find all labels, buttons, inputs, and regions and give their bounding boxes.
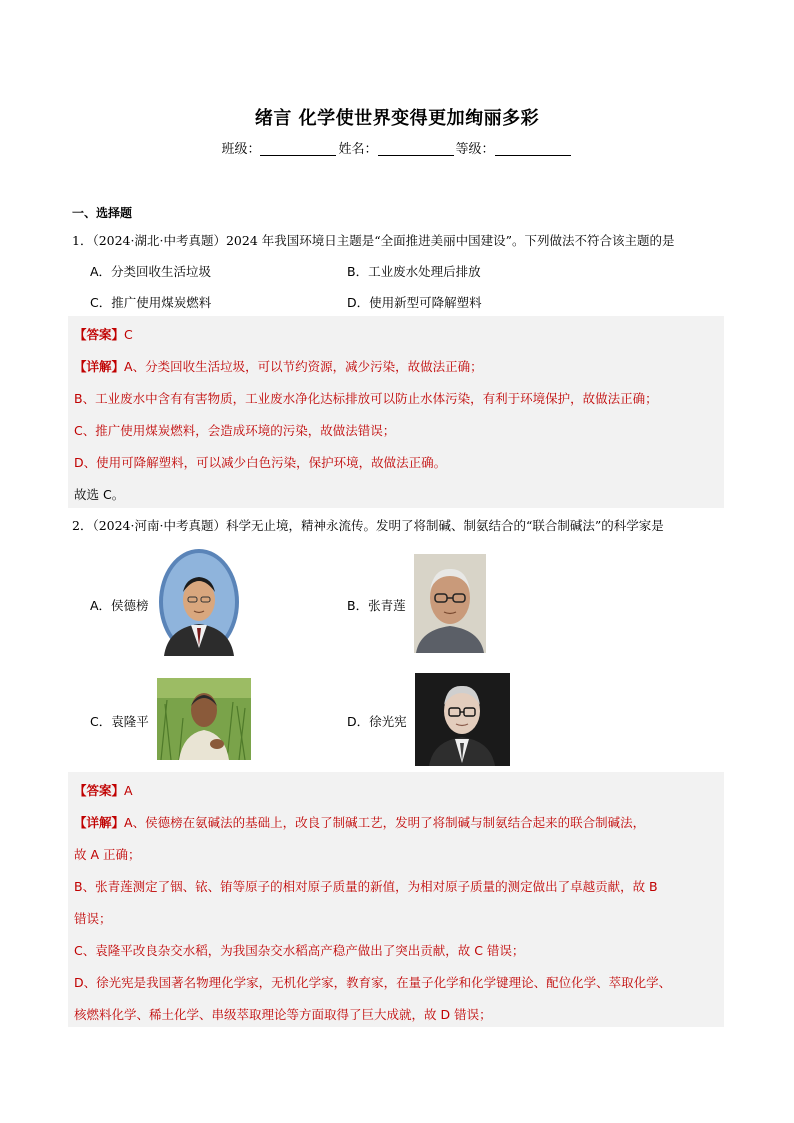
q1-detail-line-1 bbox=[74, 357, 483, 375]
q2-detail-line-7: 核燃料化学、稀土化学、串级萃取理论等方面取得了巨大成就，故 D 错误； bbox=[74, 1007, 492, 1022]
q2-option-b: B．张青莲 bbox=[347, 598, 406, 613]
class-blank[interactable] bbox=[260, 141, 336, 156]
q1-answer-box bbox=[68, 316, 724, 508]
q1-answer-value: C bbox=[124, 327, 133, 342]
q2-detail-line-1 bbox=[74, 813, 645, 831]
q2-detail-text-1: A、侯德榜在氨碱法的基础上，改良了制碱工艺，发明了将制碱与制氨结合起来的联合制碱法， bbox=[124, 815, 646, 830]
q1-conclusion: 故选 C。 bbox=[74, 487, 125, 502]
q2-detail-line-6: D、徐光宪是我国著名物理化学家，无机化学家，教育家，在量子化学和化学键理论、配位化学、萃取化学、 bbox=[74, 975, 672, 990]
q2-detail-line-4: 错误； bbox=[74, 911, 112, 926]
name-label: 姓名： bbox=[338, 142, 378, 157]
q2-option-d: D．徐光宪 bbox=[347, 714, 407, 729]
q2-answer-line bbox=[74, 781, 133, 799]
q2-detail-line-5: C、袁隆平改良杂交水稻，为我国杂交水稻高产稳产做出了突出贡献，故 C 错误； bbox=[74, 943, 525, 958]
q2-option-c: C．袁隆平 bbox=[90, 714, 149, 729]
q2-option-a: A．侯德榜 bbox=[90, 598, 149, 613]
question-2-stem: 2．（2024·河南·中考真题）科学无止境，精神永流传。发明了将制碱、制氨结合的“联合制碱法”的科学家是 bbox=[72, 518, 664, 533]
class-label: 班级： bbox=[221, 142, 261, 157]
portrait-image-b bbox=[414, 554, 486, 653]
portrait-image-c bbox=[157, 678, 251, 760]
q2-answer-box bbox=[68, 772, 724, 1027]
q1-detail-line-2: B、工业废水中含有有害物质，工业废水净化达标排放可以防止水体污染，有利于环境保护，故做法正确； bbox=[74, 391, 658, 406]
page-title: 绪言 化学使世界变得更加绚丽多彩 bbox=[254, 108, 540, 129]
q2-detail-line-2: 故 A 正确； bbox=[74, 847, 141, 862]
q2-answer-value: A bbox=[124, 783, 133, 798]
answer-tag: 【答案】 bbox=[74, 783, 125, 798]
question-1-stem: 1．（2024·湖北·中考真题）2024 年我国环境日主题是“全面推进美丽中国建设”。下列做法不符合该主题的是 bbox=[72, 233, 675, 248]
q1-answer-line bbox=[74, 325, 133, 343]
q1-detail-line-3: C、推广使用煤炭燃料，会造成环境的污染，故做法错误； bbox=[74, 423, 396, 438]
q1-option-a: A．分类回收生活垃圾 bbox=[90, 264, 212, 279]
q2-detail-line-3: B、张青莲测定了铟、铱、铕等原子的相对原子质量的新值，为相对原子质量的测定做出了卓越贡献，故 B bbox=[74, 879, 658, 894]
q1-detail-text-1: A、分类回收生活垃圾，可以节约资源，减少污染，故做法正确； bbox=[124, 359, 483, 374]
q1-option-b: B．工业废水处理后排放 bbox=[347, 264, 481, 279]
answer-tag: 【答案】 bbox=[74, 327, 125, 342]
detail-tag: 【详解】 bbox=[74, 815, 125, 830]
name-blank[interactable] bbox=[378, 141, 454, 156]
student-info-line bbox=[0, 138, 794, 157]
grade-label: 等级： bbox=[455, 142, 495, 157]
q1-detail-line-4: D、使用可降解塑料，可以减少白色污染，保护环境，故做法正确。 bbox=[74, 455, 447, 470]
portrait-image-d bbox=[415, 673, 510, 766]
grade-blank[interactable] bbox=[495, 141, 571, 156]
q1-option-d: D．使用新型可降解塑料 bbox=[347, 295, 482, 310]
section-heading: 一、选择题 bbox=[72, 206, 133, 220]
detail-tag: 【详解】 bbox=[74, 359, 125, 374]
portrait-image-a bbox=[158, 548, 240, 656]
q1-option-c: C．推广使用煤炭燃料 bbox=[90, 295, 212, 310]
